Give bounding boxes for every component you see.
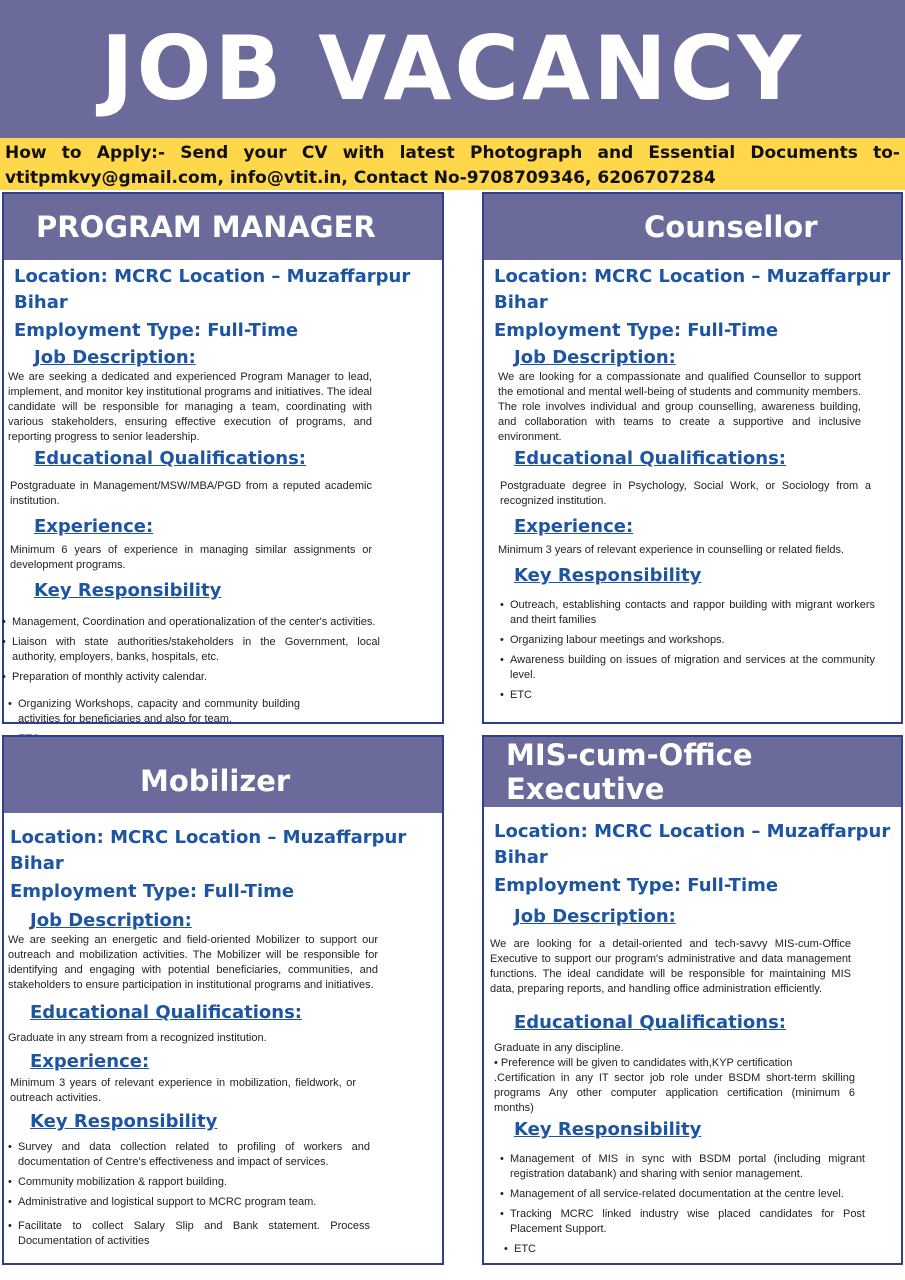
responsibility-list — [2, 615, 436, 747]
apply-word: your — [243, 143, 287, 163]
apply-word: Essential — [648, 143, 736, 163]
apply-word: Apply:- — [96, 143, 166, 163]
list-item: • Administrative and logistical support to MCRC program team. — [8, 1195, 370, 1210]
list-item: • Organizing Workshops, capacity and community building activities for beneficiaries and also for team. — [8, 697, 380, 727]
experience-heading: Experience: — [34, 516, 154, 537]
job-location: Location: MCRC Location – Muzaffarpur Bihar — [14, 266, 411, 313]
job-title: Mobilizer — [4, 737, 442, 813]
page-title: JOB VACANCY — [100, 17, 805, 120]
job-description-heading: Job Description: — [514, 906, 676, 927]
list-item: • Awareness building on issues of migration and services at the community level. — [500, 653, 875, 683]
list-item: • Preparation of monthly activity calendar. — [2, 670, 380, 685]
job-description-heading: Job Description: — [34, 347, 196, 368]
list-item: • Facilitate to collect Salary Slip and Bank statement. Process Documentation of activities — [8, 1219, 370, 1249]
apply-word: Documents — [750, 143, 858, 163]
job-description-text: We are seeking a dedicated and experienced Program Manager to lead, implement, and monitor key institutional programs and initiatives. The ideal candidate will be responsible for managing a team, coordinating with various stakeholders, ensuring effective execution of programs, and reporting progress to senior leadership. — [8, 371, 372, 443]
employment-type: Employment Type: Full-Time — [14, 320, 299, 341]
educational-qualifications-text: Postgraduate degree in Psychology, Social Work, or Sociology from a recognized institution. — [500, 480, 871, 507]
job-location: Location: MCRC Location – Muzaffarpur Bihar — [494, 266, 891, 313]
list-item: • Management, Coordination and operationalization of the center's activities. — [2, 615, 380, 630]
job-title: Counsellor — [484, 194, 901, 260]
job-location: Location: MCRC Location – Muzaffarpur Bihar — [494, 821, 891, 868]
educational-qualifications-text: Graduate in any discipline. — [494, 1042, 624, 1054]
experience-text: Minimum 3 years of relevant experience in counselling or related fields. — [498, 544, 845, 556]
job-title: MIS-cum-Office Executive — [484, 737, 901, 807]
educational-qualifications-heading: Educational Qualifications: — [34, 448, 306, 469]
experience-text: Minimum 3 years of relevant experience in mobilization, fieldwork, or outreach activities. — [10, 1077, 356, 1104]
apply-contact-line: vtitpmkvy@gmail.com, info@vtit.in, Contact No-9708709346, 6206707284 — [5, 168, 716, 188]
apply-word: to- — [873, 143, 900, 163]
apply-line-1 — [5, 141, 900, 166]
job-description-heading: Job Description: — [30, 910, 192, 931]
job-description-text: We are looking for a compassionate and qualified Counsellor to support the emotional and mental well-being of students and community members. The role involves individual and group counselling, awareness building, and collaboration with teams to create a supportive and inclusive environment. — [498, 371, 861, 443]
list-item: • Community mobilization & rapport building. — [8, 1175, 370, 1190]
job-description-heading: Job Description: — [514, 347, 676, 368]
job-title: PROGRAM MANAGER — [4, 194, 442, 260]
key-responsibility-heading: Key Responsibility — [514, 1119, 702, 1140]
experience-text: Minimum 6 years of experience in managing similar assignments or development programs. — [10, 544, 372, 571]
employment-type: Employment Type: Full-Time — [10, 881, 295, 902]
apply-word: Photograph — [469, 143, 583, 163]
list-item: • Organizing labour meetings and workshops. — [500, 633, 875, 648]
apply-word: to — [61, 143, 82, 163]
apply-word: CV — [301, 143, 328, 163]
list-item: • Liaison with state authorities/stakeholders in the Government, local authority, employers, banks, hospitals, etc. — [2, 635, 380, 665]
employment-type: Employment Type: Full-Time — [494, 320, 779, 341]
header-banner — [0, 0, 905, 138]
apply-word: How — [5, 143, 47, 163]
list-item: • ETC — [504, 1242, 865, 1257]
responsibility-list — [500, 1152, 895, 1257]
educational-qualifications-heading: Educational Qualifications: — [514, 448, 786, 469]
key-responsibility-heading: Key Responsibility — [514, 565, 702, 586]
job-description-text: We are seeking an energetic and field-oriented Mobilizer to support our outreach and mobilization activities. The Mobilizer will be responsible for identifying and engaging with potential beneficiaries, communities, and stakeholders to ensure participation in institutional programs and initiatives. — [8, 934, 378, 991]
job-card-counsellor — [482, 192, 903, 724]
list-item: • Management of all service-related documentation at the centre level. — [500, 1187, 865, 1202]
list-item: • ETC — [500, 688, 875, 703]
experience-heading: Experience: — [514, 516, 634, 537]
key-responsibility-heading: Key Responsibility — [30, 1111, 218, 1132]
educational-qualifications-text: Postgraduate in Management/MSW/MBA/PGD from a reputed academic institution. — [10, 480, 372, 507]
list-item: • Survey and data collection related to profiling of workers and documentation of Centre's effectiveness and impact of services. — [8, 1140, 370, 1170]
list-item: • Outreach, establishing contacts and rappor building with migrant workers and theirt families — [500, 598, 875, 628]
educational-qualifications-heading: Educational Qualifications: — [30, 1002, 302, 1023]
job-card-mobilizer — [2, 735, 444, 1265]
apply-word: with — [342, 143, 385, 163]
job-location: Location: MCRC Location – Muzaffarpur Bihar — [10, 827, 407, 874]
job-card-program-manager — [2, 192, 444, 724]
employment-type: Employment Type: Full-Time — [494, 875, 779, 896]
educational-qualifications-heading: Educational Qualifications: — [514, 1012, 786, 1033]
job-description-text: We are looking for a detail-oriented and tech-savvy MIS-cum-Office Executive to support our program's administrative and data management functions. The ideal candidate will be responsible for maintaining MIS data, preparing reports, and handling office administration efficiently. — [490, 938, 851, 995]
apply-word: Send — [180, 143, 229, 163]
list-item: • Tracking MCRC linked industry wise placed candidates for Post Placement Support. — [500, 1207, 865, 1237]
apply-word: and — [597, 143, 634, 163]
experience-heading: Experience: — [30, 1051, 150, 1072]
responsibility-list — [8, 1140, 436, 1249]
apply-word: latest — [399, 143, 455, 163]
responsibility-list — [500, 598, 895, 703]
key-responsibility-heading: Key Responsibility — [34, 580, 222, 601]
educational-qualifications-note: • Preference will be given to candidates with,KYP certification — [494, 1057, 793, 1069]
list-item: • Management of MIS in sync with BSDM portal (including migrant registration databank) and sharing with senior management. — [500, 1152, 865, 1182]
job-card-mis-office-executive — [482, 735, 903, 1265]
educational-qualifications-text: Graduate in any stream from a recognized institution. — [8, 1032, 267, 1044]
how-to-apply-banner — [0, 138, 905, 190]
educational-qualifications-note: .Certification in any IT sector job role under BSDM short-term skilling programs Any other computer application certification (minimum 6 months) — [494, 1072, 855, 1114]
